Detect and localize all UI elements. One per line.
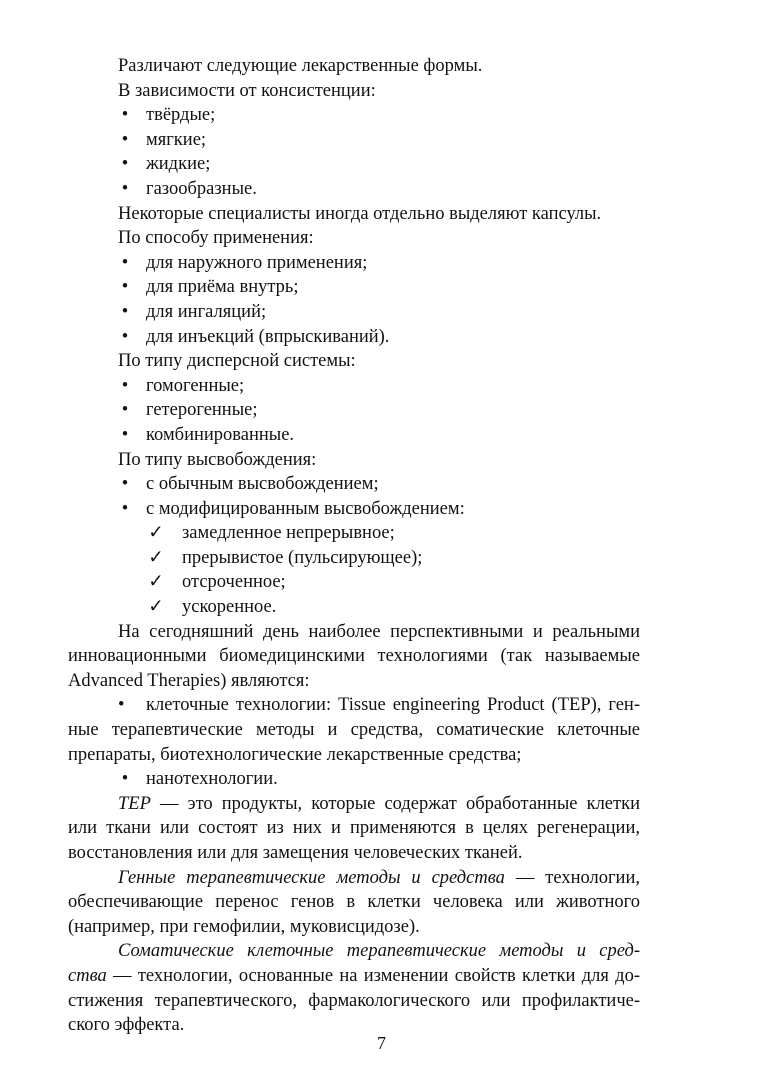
gene-therapy-paragraph [68,866,640,940]
bullet-icon: • [121,129,129,150]
consistency-heading: В зависимости от консистенции: [118,80,376,101]
list-item-text: для инъекций (впрыскиваний). [146,326,390,347]
paragraph-line: ского эффекта. [68,1015,185,1036]
list-item [118,398,690,423]
bullet-icon: • [121,769,129,790]
checkmark-icon: ✓ [148,572,164,593]
list-item-text: газообразные. [146,178,257,199]
bullet-icon: • [121,277,129,298]
list-item [118,128,690,153]
list-item-text: для приёма внутрь; [146,277,299,298]
term-gene-therapy: Генные терапевтические методы и средства [118,867,505,888]
sublist-item [118,595,690,620]
paragraph-line: (например, при гемофилии, муковисцидозе). [68,916,420,937]
list-item [118,423,690,448]
checkmark-icon: ✓ [148,523,164,544]
capsules-note: Некоторые специалисты иногда отдельно выделяют капсулы. [118,203,602,224]
paragraph-line [68,939,640,964]
paragraph-line [68,866,640,891]
bullet-icon: • [121,326,129,347]
list-item-text: с обычным высвобождением; [146,474,379,495]
bullet-icon: • [121,105,129,126]
bullet-icon: • [121,178,129,199]
advanced-therapies-paragraph [68,620,640,694]
page-number: 7 [377,1033,386,1053]
term-tep: TEP [118,793,151,814]
paragraph-line [68,792,640,817]
list-item-text: для наружного применения; [146,252,368,273]
paragraph-line [68,693,640,718]
paragraph-line: препараты, биотехнологические лекарственные средства; [68,744,522,765]
list-item [118,374,690,399]
paragraph-line: На сегодняшний день наиболее перспективными и реальными [118,621,640,642]
paragraph-line: обеспечивающие перенос генов в клетки человека или животного [68,892,640,913]
intro-text: Различают следующие лекарственные формы. [118,56,483,76]
sublist-item-text: замедленное непрерывное; [182,523,395,544]
list-item [118,767,690,792]
cell-technologies-paragraph [68,693,640,767]
list-item-text: комбинированные. [146,424,295,445]
document-page [68,54,690,1038]
paragraph-line: инновационными биомедицинскими технологиями (так называемые [68,646,640,667]
bullet-icon: • [121,400,129,421]
bullet-icon: • [118,695,125,716]
paragraph-line: ные терапевтические методы и средства, соматические клеточные [68,720,640,741]
bullet-icon: • [121,474,129,495]
list-item-text: нанотехнологии. [146,769,278,790]
paragraph-line-text: — это продукты, которые содержат обработанные клетки [150,793,640,814]
list-item [118,497,690,522]
application-heading: По способу применения: [118,228,314,249]
paragraph-line: Advanced Therapies) являются: [68,670,310,691]
bullet-icon: • [121,375,129,396]
list-item-text: жидкие; [146,154,211,175]
list-item-text: мягкие; [146,129,207,150]
list-item [118,152,690,177]
term-somatic-cont: ства [68,965,107,986]
sublist-item-text: прерывистое (пульсирующее); [182,547,423,568]
bullet-icon: • [121,424,129,445]
sublist-item [118,521,690,546]
paragraph-line-text: — технологии, основанные на изменении свойств клетки для до- [106,965,640,986]
bullet-icon: • [121,252,129,273]
dispersion-heading: По типу дисперсной системы: [118,351,356,372]
list-item-text: гомогенные; [146,375,245,396]
list-item-text: для ингаляций; [146,301,267,322]
checkmark-icon: ✓ [148,597,164,618]
bullet-icon: • [121,498,129,519]
checkmark-icon: ✓ [148,547,164,568]
sublist-item-text: отсроченное; [182,572,286,593]
list-item [118,472,690,497]
paragraph-line-text: — технологии, [504,867,640,888]
paragraph-line: восстановления или для замещения человеческих тканей. [68,843,523,863]
list-item [118,325,690,350]
bullet-icon: • [121,154,129,175]
sublist-item [118,546,690,571]
list-item [118,177,690,202]
sublist-item [118,570,690,595]
paragraph-line: стижения терапевтического, фармакологического или профилактиче- [68,990,640,1011]
sublist-item-text: ускоренное. [182,597,277,618]
bullet-icon: • [121,301,129,322]
list-item [118,300,690,325]
list-item [118,275,690,300]
somatic-cell-paragraph [68,939,640,1037]
paragraph-line: или ткани или состоят из них и применяются в целях регенерации, [68,818,640,839]
list-item-text: с модифицированным высвобождением: [146,498,465,519]
term-somatic: Соматические клеточные терапевтические методы и сред- [118,941,640,962]
paragraph-line [68,964,640,989]
paragraph-line-text: клеточные технологии: Tissue engineering Product (TEP), ген- [146,695,640,716]
list-item [118,103,690,128]
list-item [118,251,690,276]
release-heading: По типу высвобождения: [118,449,317,470]
tep-paragraph [68,792,640,866]
list-item-text: гетерогенные; [146,400,258,421]
list-item-text: твёрдые; [146,105,216,126]
